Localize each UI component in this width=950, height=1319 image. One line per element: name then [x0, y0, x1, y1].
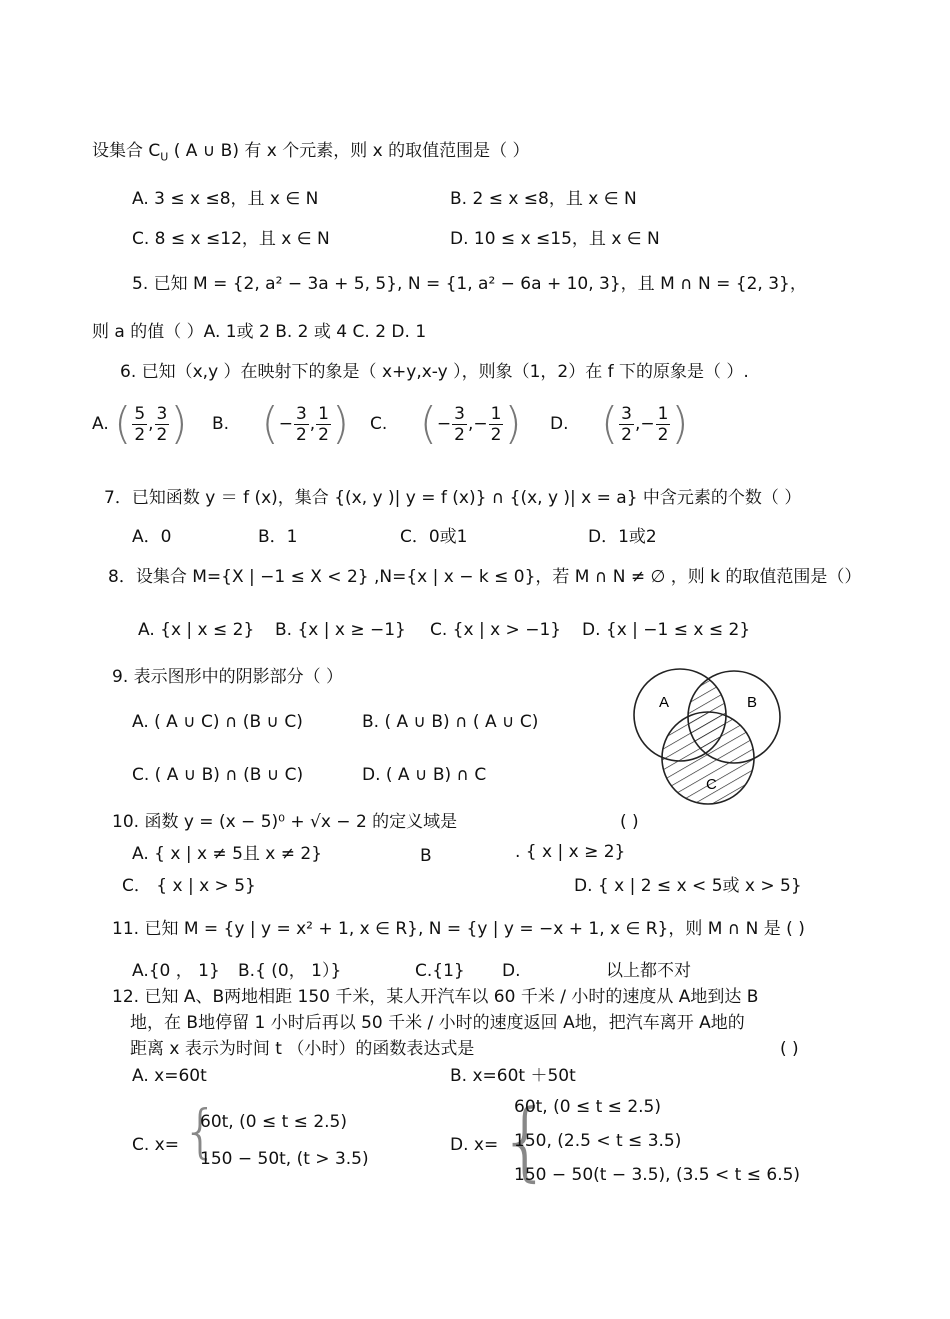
q10-answer-paren: ( ): [620, 812, 639, 832]
q8-stem: 8．设集合 M={X | −1 ≤ X < 2} ,N={x | x − k ≤ 0}，若 M ∩ N ≠ ∅ ，则 k 的取值范围是（）: [108, 567, 862, 587]
q12-option-c-piece-2: 150 − 50t, (t > 3.5): [200, 1149, 369, 1169]
q6-stem: 6. 已知（x,y ）在映射下的象是（ x+y,x-y ），则象（1，2）在 f 下的原象是（ ）.: [120, 362, 749, 382]
q8-option-c: C. {x | x > −1}: [430, 620, 562, 640]
q12-option-d-label: D. x=: [450, 1135, 499, 1155]
q4-option-d: D. 10 ≤ x ≤15，且 x ∈ N: [450, 229, 660, 249]
q9-option-c: C. ( A ∪ B) ∩ (B ∪ C): [132, 765, 304, 785]
q12-option-d-piece-2: 150, (2.5 < t ≤ 3.5): [514, 1131, 682, 1151]
q12-option-c-piece-1: 60t, (0 ≤ t ≤ 2.5): [200, 1112, 347, 1132]
q10-stem: 10. 函数 y = (x − 5)⁰ + √x − 2 的定义域是: [112, 812, 458, 832]
venn-diagram: [628, 665, 788, 807]
q7-option-d: D．1或2: [588, 527, 657, 547]
q4-option-a: A. 3 ≤ x ≤8，且 x ∈ N: [132, 189, 319, 209]
q12-option-d-brace: {: [498, 1091, 553, 1191]
q12-answer-paren: ( ): [780, 1039, 799, 1059]
q8-option-d: D. {x | −1 ≤ x ≤ 2}: [582, 620, 751, 640]
q6-option-a: A. ( $\frac{5}{2}$ , $\frac{3}{2}$ ): [92, 398, 188, 449]
q10-option-b-label: B: [420, 846, 432, 866]
q12-option-b: B. x=60t ＋50t: [450, 1066, 576, 1086]
q4-stem: 设集合 $C_U$ ( A ∪ B) 有 x 个元素，则 x 的取值范围是（ ）: [92, 141, 530, 164]
q10-option-c: C． { x | x > 5}: [122, 876, 256, 896]
q12-option-a: A. x=60t: [132, 1066, 207, 1086]
q9-stem: 9. 表示图形中的阴影部分（ ）: [112, 667, 344, 687]
q11-option-a: A.{0 ， 1}: [132, 961, 220, 981]
q8-option-a: A. {x | x ≤ 2}: [138, 620, 255, 640]
q5-stem: 5. 已知 M = {2, a² − 3a + 5, 5}, N = {1, a² − 6a + 10, 3}，且 M ∩ N = {2, 3}，: [132, 274, 807, 294]
q11-option-d-label: D.: [502, 961, 521, 981]
q10-option-a: A. { x | x ≠ 5且 x ≠ 2}: [132, 844, 323, 864]
venn-label-a: A: [659, 694, 670, 711]
q4-option-c: C. 8 ≤ x ≤12，且 x ∈ N: [132, 229, 330, 249]
q10-option-d: D. { x | 2 ≤ x < 5或 x > 5}: [574, 876, 802, 896]
q8-option-b: B. {x | x ≥ −1}: [275, 620, 406, 640]
q12-line3: 距离 x 表示为时间 t （小时）的函数表达式是: [130, 1039, 475, 1059]
q11-option-d: 以上都不对: [606, 961, 691, 981]
q5-line2: 则 a 的值（ ）A. 1或 2 B. 2 或 4 C. 2 D. 1: [92, 322, 427, 342]
q12-option-d-piece-3: 150 − 50(t − 3.5), (3.5 < t ≤ 6.5): [514, 1165, 801, 1185]
q12-option-c-label: C. x=: [132, 1135, 179, 1155]
q11-stem: 11. 已知 M = {y | y = x² + 1, x ∈ R}, N = {y | y = −x + 1, x ∈ R}，则 M ∩ N 是 ( ): [112, 919, 805, 939]
q9-option-a: A. ( A ∪ C) ∩ (B ∪ C): [132, 712, 303, 732]
q9-option-b: B. ( A ∪ B) ∩ ( A ∪ C): [362, 712, 539, 732]
q12-option-d-piece-1: 60t, (0 ≤ t ≤ 2.5): [514, 1097, 661, 1117]
q9-option-d: D. ( A ∪ B) ∩ C: [362, 765, 487, 785]
q7-option-c: C．0或1: [400, 527, 468, 547]
q7-option-a: A．0: [132, 527, 172, 547]
q4-option-b: B. 2 ≤ x ≤8，且 x ∈ N: [450, 189, 637, 209]
q6-option-d: D. ( $\frac{3}{2}$ ,− $\frac{1}{2}$ ): [550, 398, 689, 449]
q10-option-b: . { x | x ≥ 2}: [515, 842, 626, 862]
q7-option-b: B．1: [258, 527, 298, 547]
q6-option-b: B. (− $\frac{3}{2}$ , $\frac{1}{2}$ ): [212, 398, 350, 449]
q12-line2: 地，在 B地停留 1 小时后再以 50 千米 / 小时的速度返回 A地，把汽车离开 A地的: [130, 1013, 745, 1033]
q7-stem: 7．已知函数 y ＝ f (x)，集合 {(x, y )| y = f (x)} ∩ {(x, y )| x = a} 中含元素的个数（ ）: [104, 488, 802, 508]
q12-line1: 12. 已知 A、B两地相距 150 千米，某人开汽车以 60 千米 / 小时的速度从 A地到达 B: [112, 987, 759, 1007]
q11-option-c: C.{1}: [415, 961, 465, 981]
q6-option-c: C. (− $\frac{3}{2}$ ,− $\frac{1}{2}$ ): [370, 398, 522, 449]
q12-option-c-brace: {: [182, 1097, 219, 1165]
venn-label-b: B: [747, 694, 758, 711]
q11-option-b: B.{ (0， 1）}: [238, 961, 342, 981]
venn-label-c: C: [706, 776, 717, 793]
